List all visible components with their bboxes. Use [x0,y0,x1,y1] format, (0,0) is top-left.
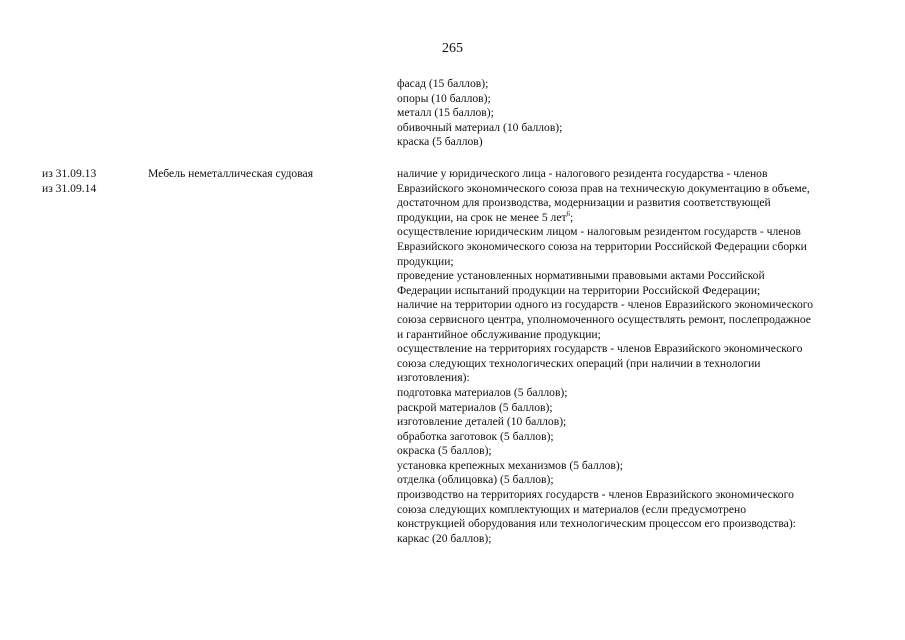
requirement-line: осуществление юридическим лицом - налоговым резидентом государств - членов [397,225,801,239]
footnote-mark: 6 [566,209,571,218]
page-number: 265 [442,41,463,56]
product-codes [42,167,96,196]
requirement-line: конструкцией оборудования или технологическим процессом его производства): [397,517,796,531]
criteria-line: обивочный материал (10 баллов); [397,120,563,134]
requirement-line: окраска (5 баллов); [397,444,492,458]
requirement-line: союза следующих технологических операций (при наличии в технологии [397,356,761,370]
product-code: из 31.09.13 [42,167,97,180]
requirement-line: проведение установленных нормативными правовыми актами Российской [397,269,765,283]
requirement-line: союза следующих комплектующих и материалов (если предусмотрено [397,502,747,516]
requirements-list [397,167,877,546]
requirement-line: подготовка материалов (5 баллов); [397,385,568,399]
requirement-line: установка крепежных механизмов (5 баллов); [397,458,623,472]
requirement-line: каркас (20 баллов); [397,531,492,545]
requirement-line: Федерации испытаний продукции на территории Российской Федерации; [397,283,761,297]
requirement-line: и гарантийное обслуживание продукции; [397,327,601,341]
requirement-line: союза сервисного центра, уполномоченного осуществлять ремонт, послепродажное [397,312,811,326]
requirement-line: отделка (облицовка) (5 баллов); [397,473,554,487]
requirement-line: обработка заготовок (5 баллов); [397,429,554,443]
product-name: Мебель неметаллическая судовая [148,167,314,180]
requirement-line: наличие на территории одного из государств - членов Евразийского экономического [397,298,814,312]
requirement-line: продукции; [397,254,454,268]
criteria-line: металл (15 баллов); [397,106,494,120]
requirement-line: изготовление деталей (10 баллов); [397,415,567,429]
criteria-line: фасад (15 баллов); [397,77,489,90]
requirement-line: достаточном для производства, модернизации и развития соответствующей [397,196,771,210]
requirement-text: продукции, на срок не менее 5 лет [397,210,567,224]
requirement-line: раскрой материалов (5 баллов); [397,400,553,414]
requirement-line: производство на территориях государств - членов Евразийского экономического [397,488,794,502]
requirement-line: осуществление на территориях государств - членов Евразийского экономического [397,342,803,356]
requirement-end: ; [570,210,574,224]
requirement-lines-after [397,225,877,546]
criteria-line: опоры (10 баллов); [397,91,491,105]
requirement-line: Евразийского экономического союза прав на техническую документацию в объеме, [397,181,810,195]
requirement-line-with-footnote [397,211,877,226]
criteria-line: краска (5 баллов) [397,135,483,149]
product-code: из 31.09.14 [42,181,97,195]
requirement-line: изготовления): [397,371,470,385]
requirement-line: Евразийского экономического союза на территории Российской Федерации сборки [397,239,807,253]
top-criteria-list [397,77,877,150]
requirement-line: наличие у юридического лица - налогового резидента государства - членов [397,167,768,180]
